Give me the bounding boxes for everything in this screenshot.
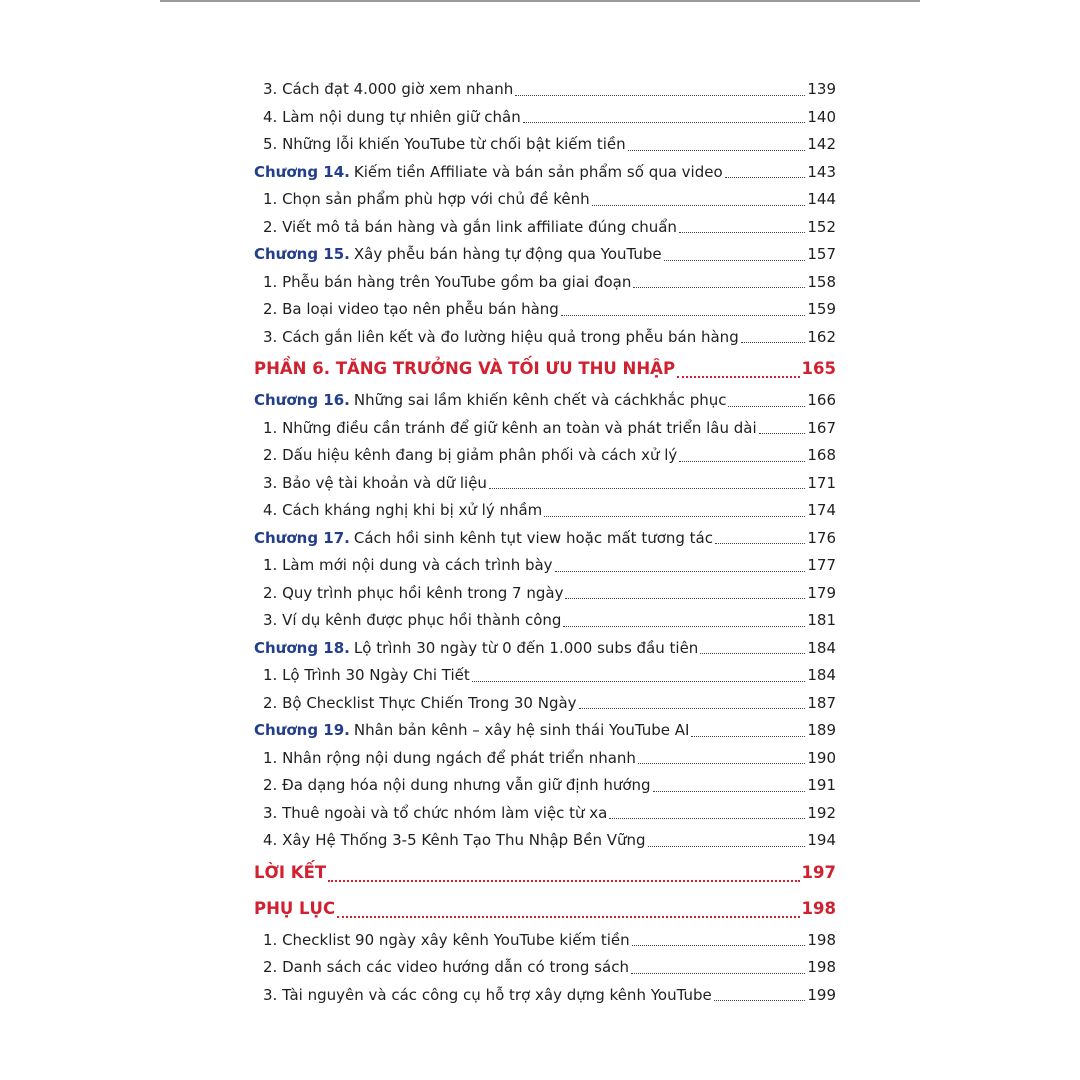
toc-page-number: 176 [807,528,836,547]
dot-leader [628,149,806,151]
toc-chapter-16[interactable] [254,387,836,415]
toc-entry[interactable] [254,690,836,718]
toc-chapter-17[interactable] [254,525,836,553]
dot-leader [741,341,806,343]
toc-page-number: 179 [807,583,836,602]
toc-entry[interactable] [254,800,836,828]
toc-entry-title: 2. Viết mô tả bán hàng và gắn link affiliate đúng chuẩn [263,217,677,236]
dot-leader [633,286,805,288]
toc-entry[interactable] [254,131,836,159]
toc-entry[interactable] [254,927,836,955]
toc-page-number: 191 [807,776,836,794]
dot-leader [679,460,805,462]
toc-entry-title: Những sai lầm khiến kênh chết và cáchkhắc phục [353,391,727,409]
part-title: PHẦN 6. TĂNG TRƯỞNG VÀ TỐI ƯU THU NHẬP [254,359,676,378]
chapter-label: Chương 19. [254,721,350,739]
dot-leader [337,915,799,918]
toc-entry-title: 1. Những điều cần tránh để giữ kênh an toàn và phát triển lâu dài [263,418,757,437]
toc-entry-title: 1. Checklist 90 ngày xây kênh YouTube kiếm tiền [263,930,630,949]
chapter-label: Chương 15. [254,245,350,263]
toc-chapter-18[interactable] [254,635,836,663]
toc-entry-title: 2. Quy trình phục hồi kênh trong 7 ngày [263,583,564,602]
toc-page-number: 181 [807,611,836,629]
toc-page-number: 184 [807,638,836,657]
toc-page-number: 177 [807,556,836,574]
toc-page-number: 199 [807,985,836,1004]
dot-leader [565,597,805,599]
toc-page-number: 184 [807,666,836,684]
dot-leader [592,204,806,206]
toc-entry-title: 5. Những lỗi khiến YouTube từ chối bật kiếm tiền [263,135,626,153]
dot-leader [653,790,806,792]
toc-page-number: 187 [807,693,836,712]
dot-leader [555,570,806,572]
dot-leader [725,176,806,178]
toc-page-number: 167 [807,418,836,437]
dot-leader [544,515,805,517]
toc-page-number: 197 [801,862,836,882]
toc-page-number: 166 [807,391,836,409]
toc-entry[interactable] [254,186,836,214]
toc-entry[interactable] [254,607,836,635]
toc-entry-title: Lộ trình 30 ngày từ 0 đến 1.000 subs đầu tiên [353,638,699,657]
toc-entry-title: 3. Thuê ngoài và tổ chức nhóm làm việc từ xa [263,803,608,822]
toc-entry[interactable] [254,76,836,104]
toc-page-number: 174 [807,501,836,519]
toc-page-number: 168 [807,446,836,464]
toc-part-6[interactable] [254,351,836,387]
toc-page-number: 198 [807,958,836,976]
toc-entry[interactable] [254,827,836,855]
toc-entry-title: 4. Làm nội dung tự nhiên giữ chân [263,107,521,126]
toc-entry[interactable] [254,954,836,982]
toc-entry-title: 2. Danh sách các video hướng dẫn có trong sách [263,958,629,976]
toc-entry[interactable] [254,415,836,443]
toc-page-number: 159 [807,300,836,318]
dot-leader [632,944,806,946]
dot-leader [523,121,806,123]
toc-entry-title: 2. Đa dạng hóa nội dung nhưng vẫn giữ định hướng [263,776,651,794]
toc-entry[interactable] [254,745,836,773]
toc-entry[interactable] [254,580,836,608]
dot-leader [609,817,805,819]
toc-entry-title: 1. Lộ Trình 30 Ngày Chi Tiết [263,666,470,684]
dot-leader [515,94,805,96]
dot-leader [563,625,805,627]
dot-leader [728,405,805,407]
dot-leader [691,735,805,737]
toc-entry-title: 3. Cách đạt 4.000 giờ xem nhanh [263,80,514,98]
toc-page-number: 198 [807,930,836,949]
dot-leader [631,972,805,974]
toc-entry[interactable] [254,470,836,498]
dot-leader [664,259,806,261]
toc-entry-title: 1. Nhân rộng nội dung ngách để phát triển nhanh [263,748,636,767]
toc-entry-title: 3. Ví dụ kênh được phục hồi thành công [263,611,562,629]
toc-page-number: 144 [807,190,836,208]
toc-entry-title: 1. Làm mới nội dung và cách trình bày [263,556,553,574]
toc-page-number: 152 [807,217,836,236]
toc-entry[interactable] [254,982,836,1010]
dot-leader [579,707,806,709]
toc-page-number: 198 [801,898,836,918]
page-top-border [160,0,920,2]
toc-entry-title: 4. Xây Hệ Thống 3-5 Kênh Tạo Thu Nhập Bền Vững [263,831,646,849]
toc-page-number: 192 [807,803,836,822]
toc-entry-title: 1. Phễu bán hàng trên YouTube gồm ba giai đoạn [263,272,632,291]
dot-leader [472,680,806,682]
toc-entry-title: 2. Dấu hiệu kênh đang bị giảm phân phối và cách xử lý [263,446,678,464]
toc-entry-title: 2. Ba loại video tạo nên phễu bán hàng [263,300,559,318]
dot-leader [648,845,806,847]
table-of-contents [254,76,836,1009]
toc-page-number: 165 [801,359,836,378]
part-title: PHỤ LỤC [254,898,336,918]
part-title: LỜI KẾT [254,862,327,882]
toc-entry[interactable] [254,497,836,525]
toc-chapter-14[interactable] [254,159,836,187]
toc-chapter-15[interactable] [254,241,836,269]
toc-entry[interactable] [254,662,836,690]
dot-leader [638,762,805,764]
toc-entry-title: 1. Chọn sản phẩm phù hợp với chủ đề kênh [263,190,590,208]
toc-page-number: 189 [807,721,836,739]
toc-entry-title: Nhân bản kênh – xây hệ sinh thái YouTube AI [353,721,690,739]
dot-leader [679,231,805,233]
toc-chapter-19[interactable] [254,717,836,745]
toc-entry[interactable] [254,296,836,324]
toc-page-number: 143 [807,162,836,181]
toc-entry[interactable] [254,442,836,470]
toc-page-number: 194 [807,831,836,849]
chapter-label: Chương 17. [254,528,350,547]
dot-leader [489,487,805,489]
dot-leader [677,375,800,378]
chapter-label: Chương 18. [254,638,350,657]
toc-entry-title: Cách hồi sinh kênh tụt view hoặc mất tương tác [353,528,713,547]
toc-entry-title: Xây phễu bán hàng tự động qua YouTube [353,245,662,263]
toc-part-appendix[interactable] [254,891,836,927]
toc-entry[interactable] [254,214,836,242]
chapter-label: Chương 16. [254,391,350,409]
toc-entry[interactable] [254,552,836,580]
toc-entry-title: 3. Bảo vệ tài khoản và dữ liệu [263,473,487,492]
toc-entry[interactable] [254,324,836,352]
toc-entry[interactable] [254,104,836,132]
dot-leader [759,432,806,434]
toc-entry-title: 3. Cách gắn liên kết và đo lường hiệu quả trong phễu bán hàng [263,327,739,346]
toc-page-number: 158 [807,272,836,291]
toc-page-number: 139 [807,80,836,98]
toc-entry[interactable] [254,772,836,800]
toc-entry-title: Kiếm tiền Affiliate và bán sản phẩm số qua video [353,162,723,181]
dot-leader [715,542,805,544]
toc-page-number: 190 [807,748,836,767]
toc-entry-title: 3. Tài nguyên và các công cụ hỗ trợ xây dựng kênh YouTube [263,985,712,1004]
toc-page-number: 157 [807,245,836,263]
toc-page-number: 162 [807,327,836,346]
toc-page-number: 171 [807,473,836,492]
toc-entry[interactable] [254,269,836,297]
toc-entry-title: 2. Bộ Checklist Thực Chiến Trong 30 Ngày [263,693,577,712]
dot-leader [561,314,806,316]
chapter-label: Chương 14. [254,162,350,181]
dot-leader [700,652,805,654]
toc-entry-title: 4. Cách kháng nghị khi bị xử lý nhầm [263,501,543,519]
dot-leader [328,879,799,882]
toc-part-conclusion[interactable] [254,855,836,891]
toc-page-number: 140 [807,107,836,126]
toc-page-number: 142 [807,135,836,153]
dot-leader [714,999,806,1001]
